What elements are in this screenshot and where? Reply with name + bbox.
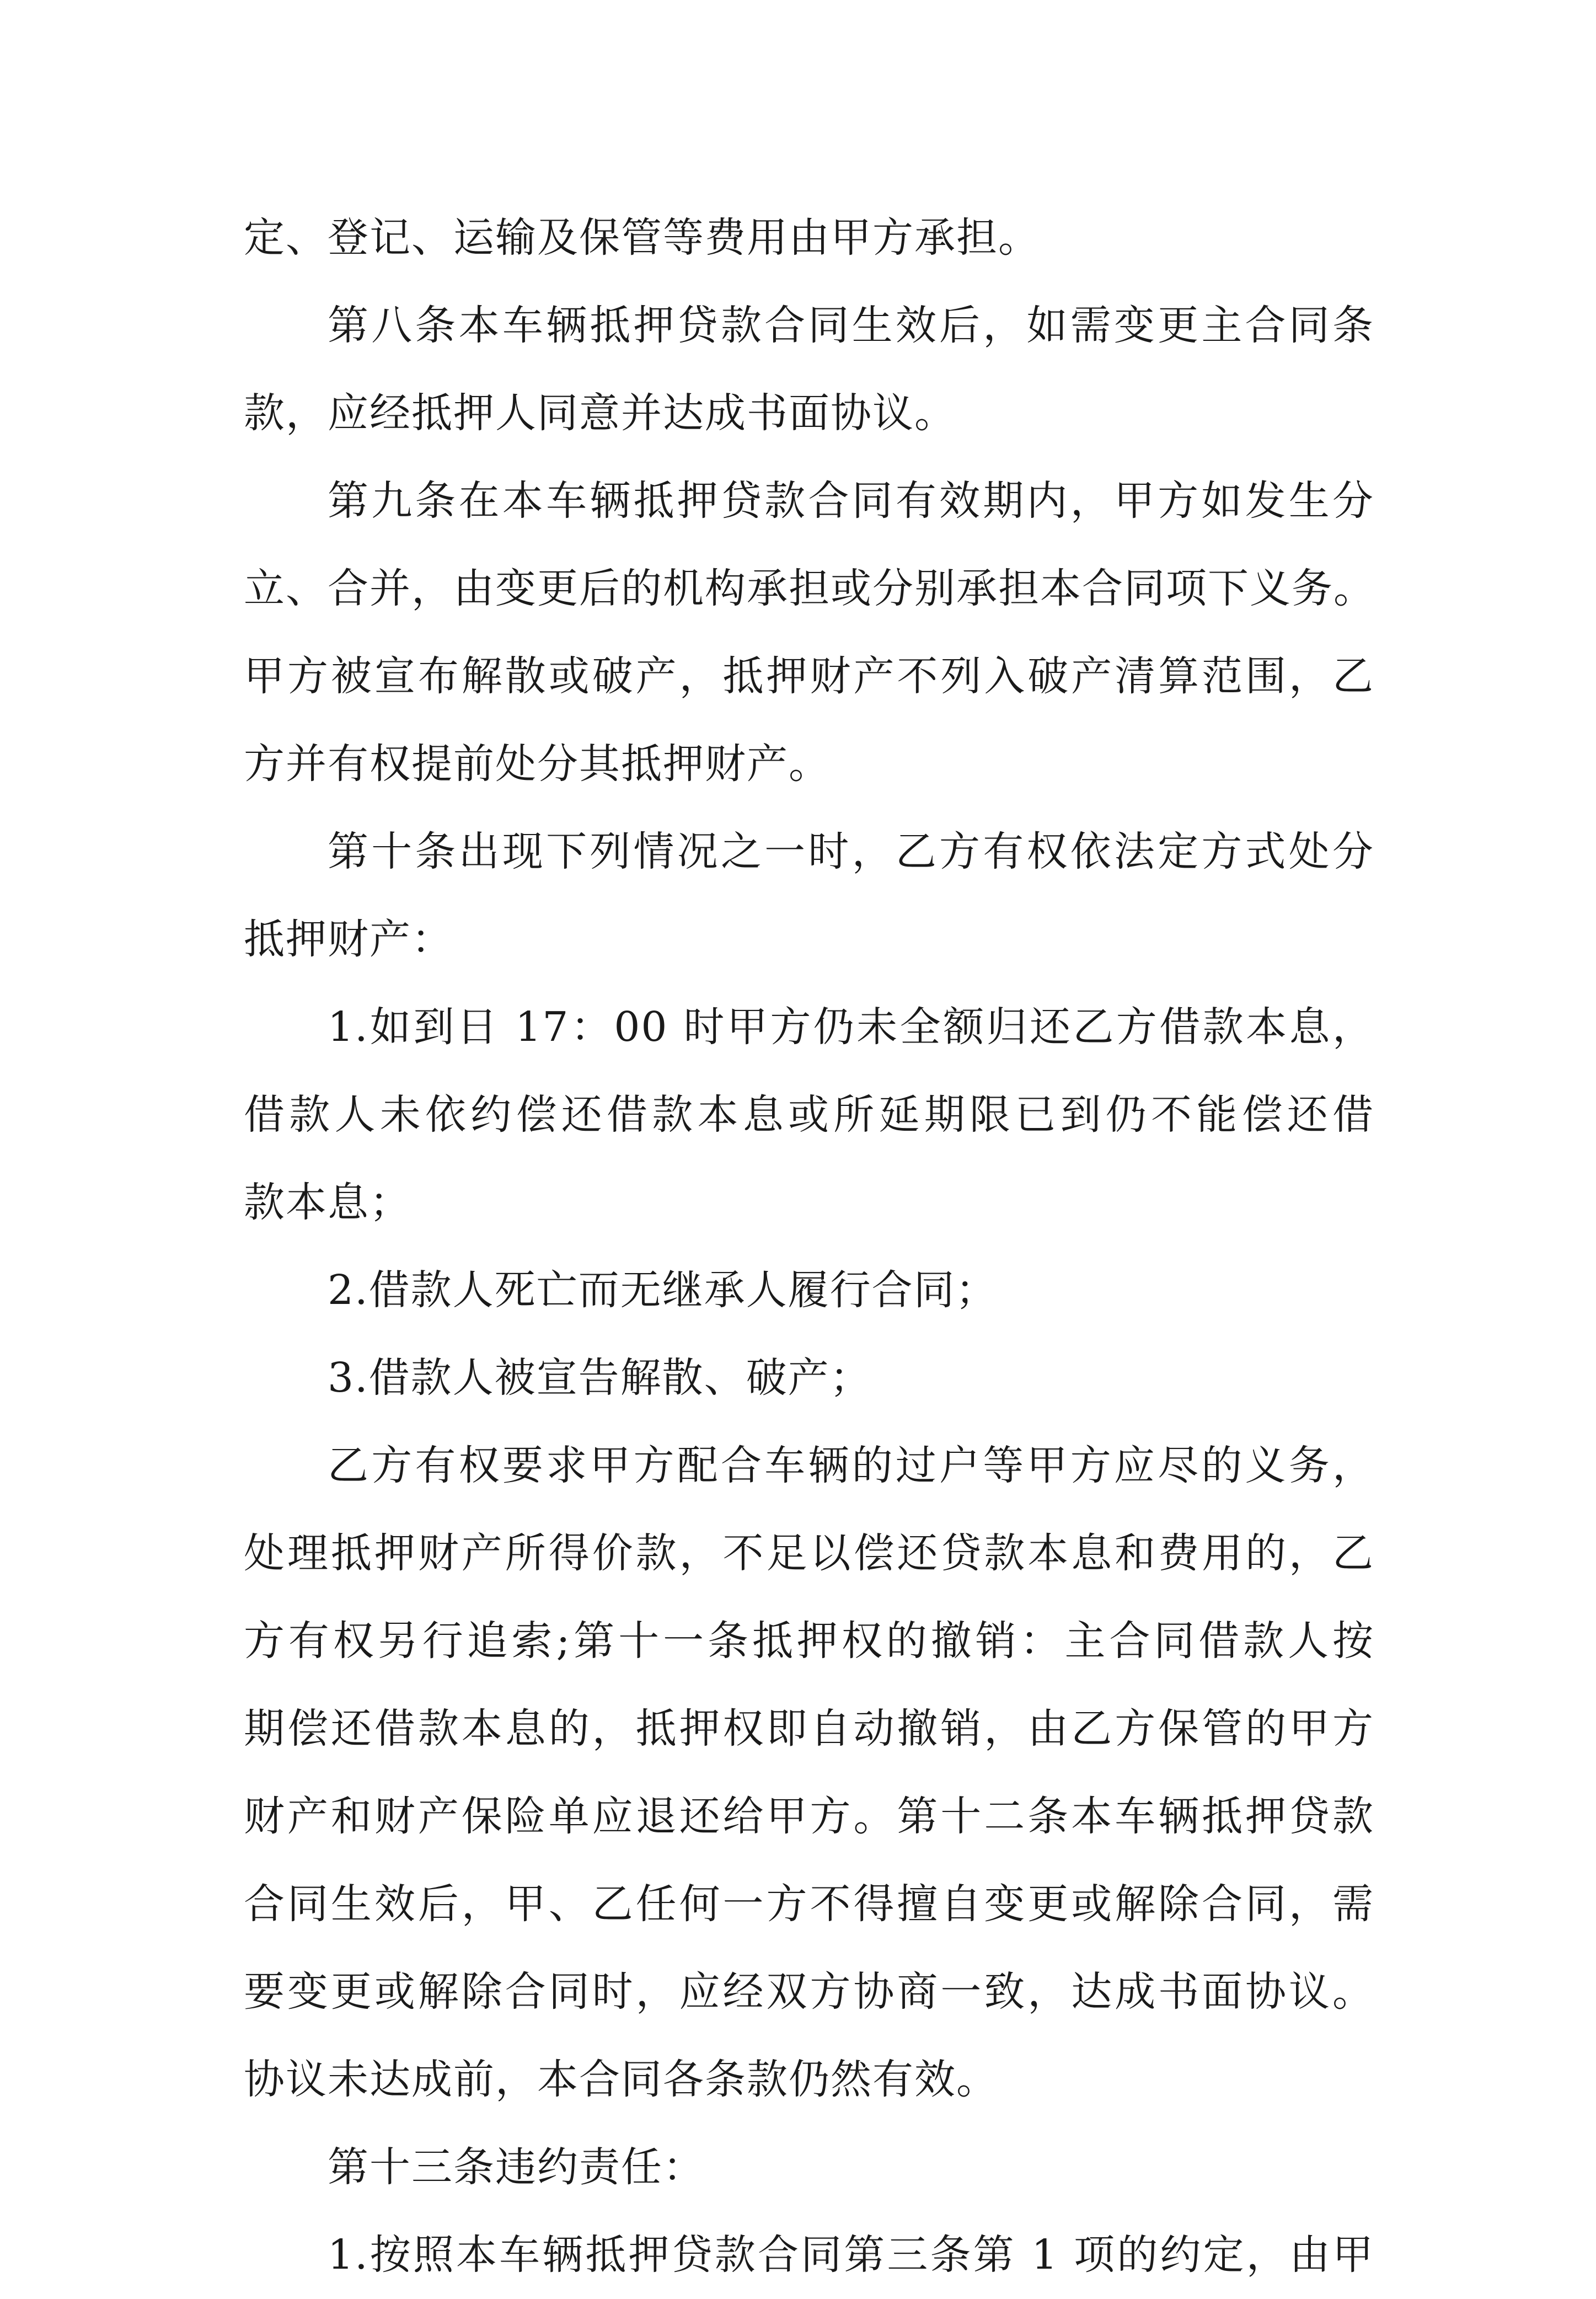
text-line: 款，应经抵押人同意并达成书面协议。: [244, 389, 956, 437]
text-line: 处理抵押财产所得价款，不足以偿还贷款本息和费用的，乙: [244, 1530, 1374, 1577]
text-line: 款本息；: [244, 1179, 411, 1226]
text-line: 立、合并，由变更后的机构承担或分别承担本合同项下义务。: [244, 565, 1375, 612]
text-line: 方有权另行追索;第十一条抵押权的撤销：主合同借款人按: [244, 1617, 1374, 1665]
text-line: 1.按照本车辆抵押贷款合同第三条第 1 项的约定，由甲: [328, 2231, 1374, 2279]
text-line: 1.如到日 17：00 时甲方仍未全额归还乙方借款本息，: [328, 1003, 1374, 1051]
text-line: 方并有权提前处分其抵押财产。: [244, 740, 831, 788]
text-line: 2.借款人死亡而无继承人履行合同；: [328, 1266, 998, 1314]
text-line: 协议未达成前，本合同各条款仍然有效。: [244, 2056, 998, 2103]
text-line: 期偿还借款本息的，抵押权即自动撤销，由乙方保管的甲方: [244, 1705, 1374, 1752]
text-line: 抵押财产：: [244, 916, 453, 963]
text-line: 甲方被宣布解散或破产，抵押财产不列入破产清算范围，乙: [244, 653, 1374, 700]
text-line: 第十条出现下列情况之一时，乙方有权依法定方式处分: [328, 828, 1374, 875]
contract-body-text: [244, 194, 1374, 2299]
text-line: 定、登记、运输及保管等费用由甲方承担。: [244, 214, 1040, 261]
text-line: 第九条在本车辆抵押贷款合同有效期内，甲方如发生分: [328, 477, 1374, 525]
text-line: 第八条本车辆抵押贷款合同生效后，如需变更主合同条: [328, 302, 1374, 349]
text-line: 借款人未依约偿还借款本息或所延期限已到仍不能偿还借: [244, 1091, 1374, 1138]
text-line: 3.借款人被宣告解散、破产；: [328, 1354, 872, 1402]
text-line: 第十三条违约责任：: [328, 2143, 705, 2191]
text-line: 乙方有权要求甲方配合车辆的过户等甲方应尽的义务，: [328, 1442, 1374, 1489]
text-line: 财产和财产保险单应退还给甲方。第十二条本车辆抵押贷款: [244, 1793, 1374, 1840]
text-line: 合同生效后，甲、乙任何一方不得擅自变更或解除合同，需: [244, 1880, 1374, 1928]
text-line: 要变更或解除合同时，应经双方协商一致，达成书面协议。: [244, 1968, 1374, 2015]
